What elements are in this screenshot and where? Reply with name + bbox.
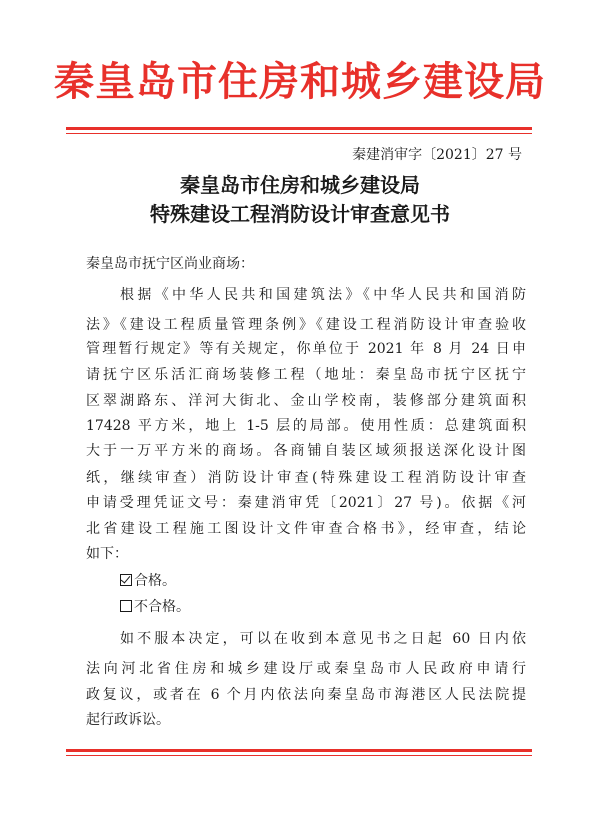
letterhead-divider-thick (66, 127, 532, 130)
option-pass-label: 合格。 (134, 573, 176, 589)
document-number: 秦建消审字〔2021〕27 号 (352, 147, 522, 163)
body-paragraph-line: 如下： (86, 546, 128, 562)
appeal-paragraph-line: 起行政诉讼。 (86, 712, 170, 728)
appeal-paragraph-line: 如不服本决定，可以在收到本意见书之日起 60 日内依 (120, 631, 526, 647)
body-paragraph-line: 纸，继续审查）消防设计审查(特殊建设工程消防设计审查 (86, 470, 526, 486)
body-paragraph-line: 北省建设工程施工图设计文件审查合格书》，经审查，结论 (86, 521, 526, 537)
option-pass (120, 574, 176, 588)
letterhead-title: 秦皇岛市住房和城乡建设局 (54, 58, 546, 105)
body-paragraph-line: 管理暂行规定》等有关规定，你单位于 2021 年 8 月 24 日申 (86, 341, 526, 357)
footer-divider-thick (66, 749, 532, 752)
addressee: 秦皇岛市抚宁区尚业商场： (86, 256, 254, 272)
document-title-line-1: 秦皇岛市住房和城乡建设局 (180, 173, 420, 197)
body-paragraph-line: 申请受理凭证文号：秦建消审凭〔2021〕27 号)。依据《河 (86, 495, 526, 511)
footer-divider-thin (66, 755, 532, 756)
body-paragraph-line: 17428 平方米，地上 1-5 层的局部。使用性质：总建筑面积 (86, 418, 526, 434)
checked-box-icon (120, 574, 132, 586)
option-fail-label: 不合格。 (134, 599, 190, 615)
option-fail (120, 600, 190, 614)
body-paragraph-line: 请抚宁区乐活汇商场装修工程（地址：秦皇岛市抚宁区抚宁 (86, 367, 526, 383)
document-title-line-2: 特殊建设工程消防设计审查意见书 (150, 202, 450, 226)
appeal-paragraph-line: 法向河北省住房和城乡建设厅或秦皇岛市人民政府申请行 (86, 661, 526, 677)
letterhead-divider-thin (66, 133, 532, 134)
body-paragraph-line: 大于一万平方米的商场。各商铺自装区域须报送深化设计图 (86, 443, 526, 459)
appeal-paragraph-line: 政复议，或者在 6 个月内依法向秦皇岛市海港区人民法院提 (86, 687, 526, 703)
body-paragraph-line: 根据《中华人民共和国建筑法》《中华人民共和国消防 (120, 287, 526, 303)
body-paragraph-line: 法》《建设工程质量管理条例》《建设工程消防设计审查验收 (86, 317, 526, 333)
unchecked-box-icon (120, 600, 132, 612)
body-paragraph-line: 区翠湖路东、洋河大街北、金山学校南，装修部分建筑面积 (86, 393, 526, 409)
